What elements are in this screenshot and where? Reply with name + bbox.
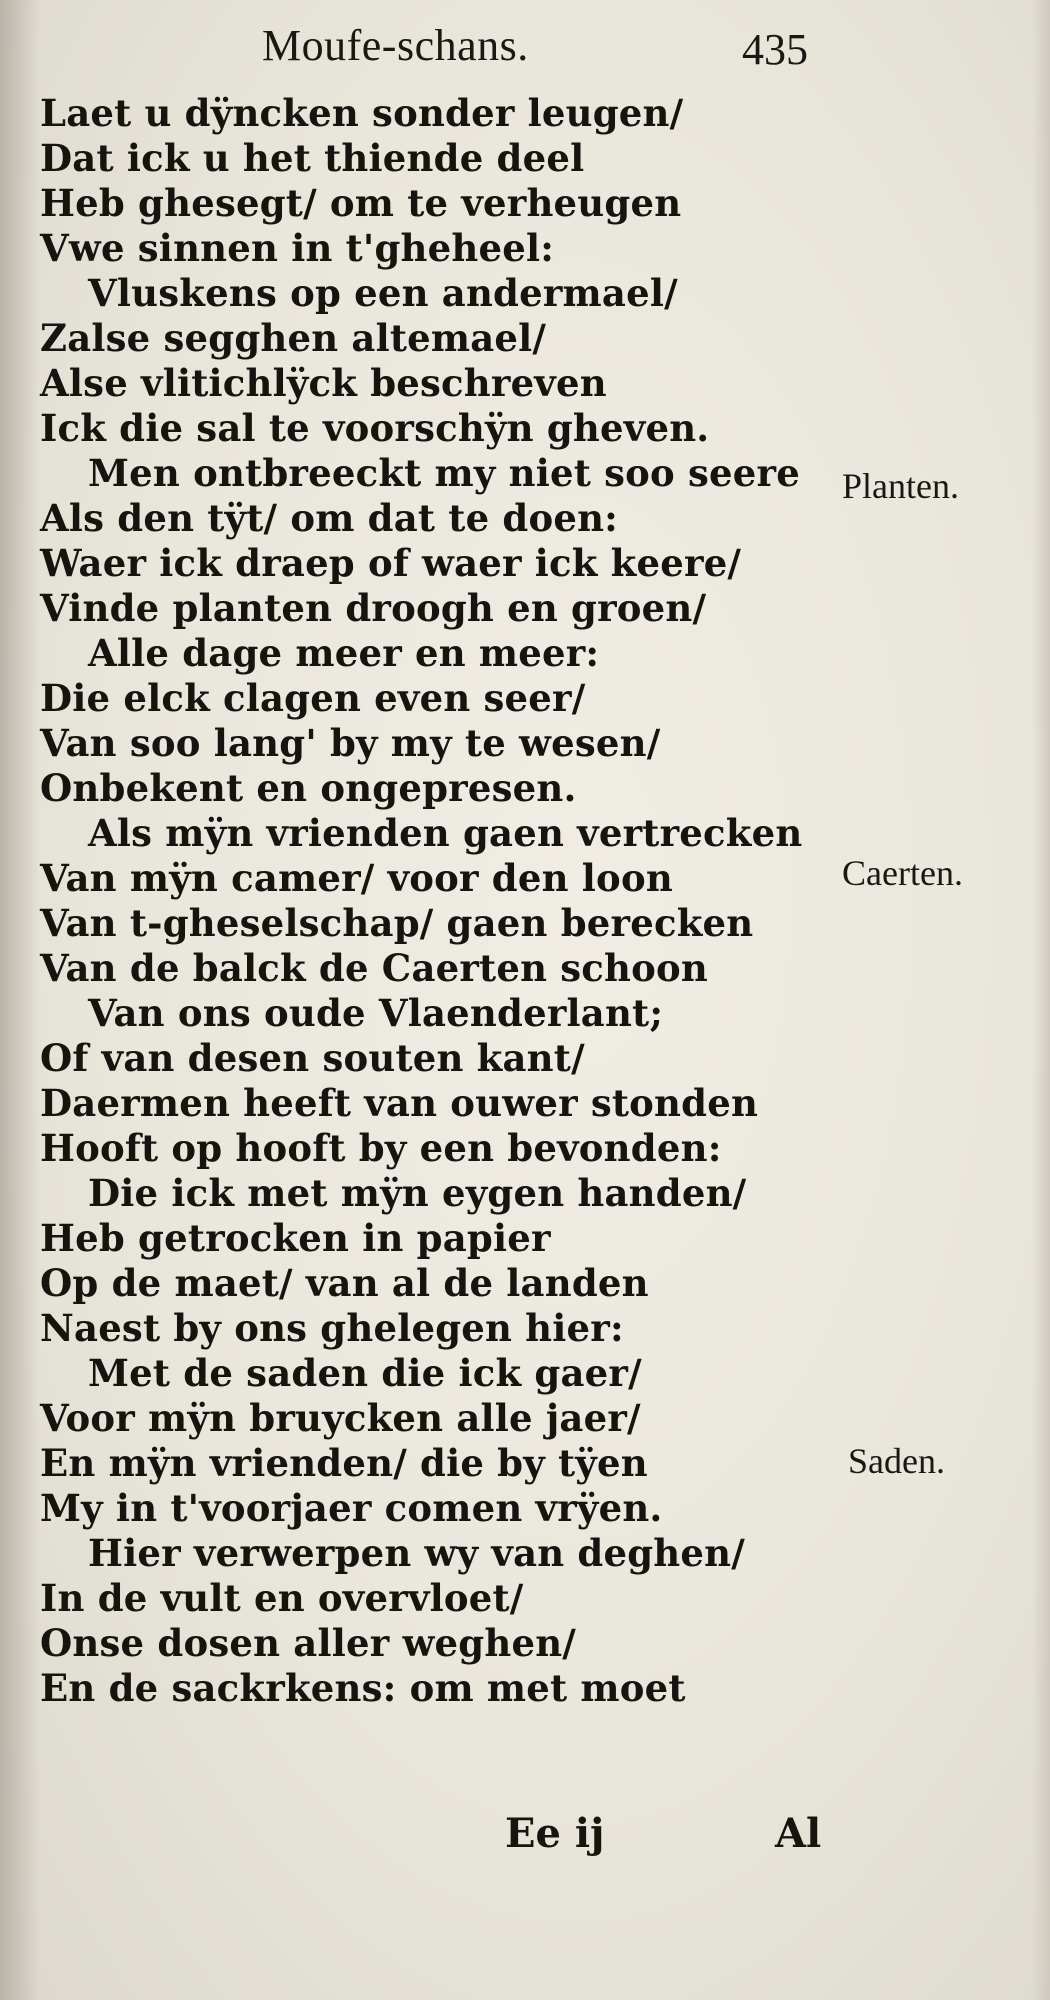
verse-line: Als mÿn vrienden gaen vertrecken xyxy=(88,811,803,855)
verse-line: Op de maet/ van al de landen xyxy=(40,1261,649,1305)
verse-line: Vwe sinnen in t'gheheel: xyxy=(40,226,555,270)
verse-line: Alse vlitichlÿck beschreven xyxy=(40,361,607,405)
verse-line: Onbekent en ongepresen. xyxy=(40,766,577,810)
running-title: Moufe-schans. xyxy=(262,21,529,70)
verse-line: Alle dage meer en meer: xyxy=(88,631,600,675)
verse-line: Die elck clagen even seer/ xyxy=(40,676,586,720)
verse-line: My in t'voorjaer comen vrÿen. xyxy=(40,1486,663,1530)
verse-line: Dat ick u het thiende deel xyxy=(40,136,585,180)
page-number: 435 xyxy=(742,25,808,74)
page-footer xyxy=(0,1810,1050,1870)
verse-line: Hier verwerpen wy van deghen/ xyxy=(88,1531,745,1575)
catchword: Al xyxy=(775,1810,822,1857)
verse-line: Van mÿn camer/ voor den loon xyxy=(40,856,673,900)
verse-line: Voor mÿn bruycken alle jaer/ xyxy=(40,1396,641,1440)
verse-line: Heb getrocken in papier xyxy=(40,1216,551,1260)
verse-line: Zalse segghen altemael/ xyxy=(40,316,547,360)
verse-line: Van soo lang' by my te wesen/ xyxy=(40,721,661,765)
verse-line: Van t-gheselschap/ gaen berecken xyxy=(40,901,754,945)
verse-line: Laet u dÿncken sonder leugen/ xyxy=(40,91,684,135)
verse-line: Hooft op hooft by een bevonden: xyxy=(40,1126,722,1170)
verse-line: Men ontbreeckt my niet soo seere xyxy=(88,451,800,495)
page-edge-shadow xyxy=(1032,0,1050,2000)
verse-line: Ick die sal te voorschÿn gheven. xyxy=(40,406,710,450)
verse-line: Daermen heeft van ouwer stonden xyxy=(40,1081,759,1125)
verse-line: Heb ghesegt/ om te verheugen xyxy=(40,181,682,225)
verse-line: Als den tÿt/ om dat te doen: xyxy=(40,496,619,540)
verse-line: Die ick met mÿn eygen handen/ xyxy=(88,1171,747,1215)
verse-line: Of van desen souten kant/ xyxy=(40,1036,585,1080)
verse-line: Vluskens op een andermael/ xyxy=(88,271,678,315)
margin-note-planten: Planten. xyxy=(842,466,959,506)
page-header xyxy=(0,14,1050,74)
verse-line: Onse dosen aller weghen/ xyxy=(40,1621,577,1665)
verse-line: Van de balck de Caerten schoon xyxy=(40,946,708,990)
verse-line: Van ons oude Vlaenderlant; xyxy=(88,991,664,1035)
verse-line: En mÿn vrienden/ die by tÿen xyxy=(40,1441,648,1485)
signature-mark: Ee ij xyxy=(505,1810,605,1857)
verse-line: Vinde planten droogh en groen/ xyxy=(40,586,707,630)
verse-line: In de vult en overvloet/ xyxy=(40,1576,524,1620)
verse-line: Naest by ons ghelegen hier: xyxy=(40,1306,624,1350)
verse-line: Met de saden die ick gaer/ xyxy=(88,1351,642,1395)
verse-line: En de sackrkens: om met moet xyxy=(40,1666,686,1710)
margin-note-caerten: Caerten. xyxy=(842,853,963,893)
margin-note-saden: Saden. xyxy=(848,1441,945,1481)
spine-shadow xyxy=(0,0,40,2000)
verse-line: Waer ick draep of waer ick keere/ xyxy=(40,541,742,585)
